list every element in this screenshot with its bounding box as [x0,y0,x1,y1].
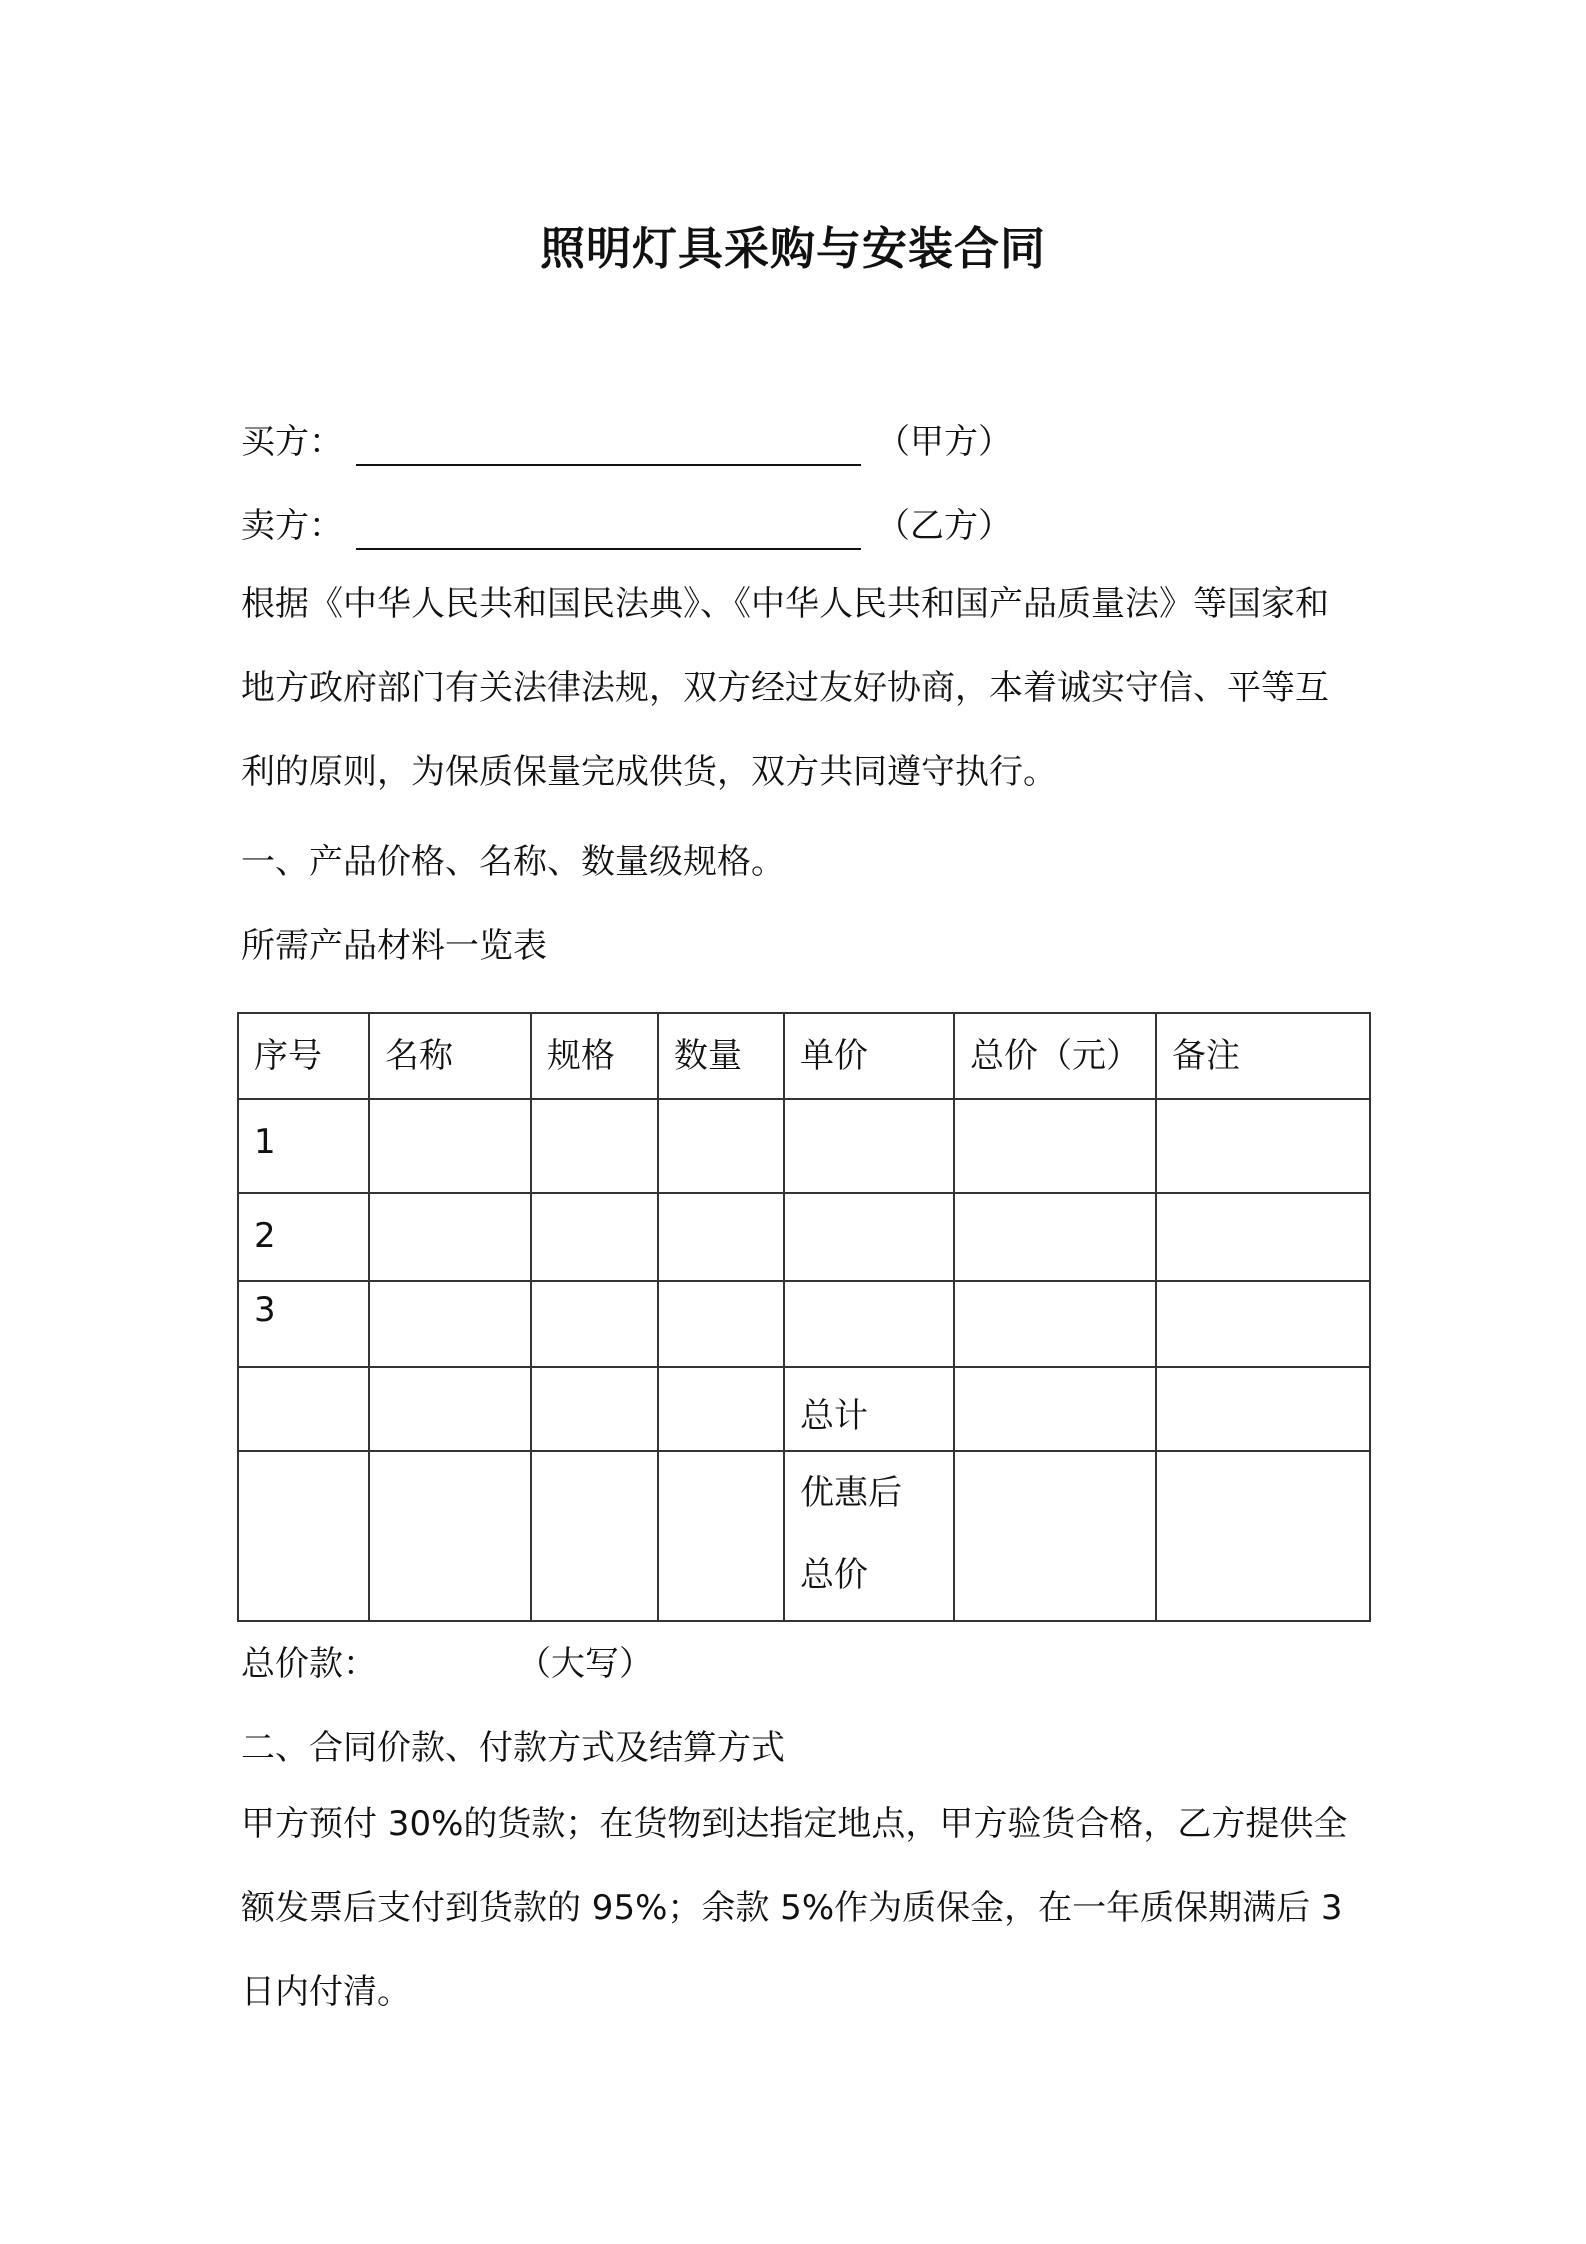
table-cell: 1 [238,1099,369,1193]
table-cell: 3 [238,1281,369,1367]
table-cell[interactable] [784,1193,954,1281]
table-cell[interactable] [1156,1367,1370,1451]
seller-blank-line[interactable] [356,546,861,550]
table-discount-row [238,1451,1370,1621]
table-cell [658,1451,784,1621]
header-cell: 数量 [658,1013,784,1099]
document-title: 照明灯具采购与安装合同 [539,222,1046,275]
table-cell[interactable] [784,1281,954,1367]
table-cell[interactable] [658,1099,784,1193]
total-price-capital-label: （大写） [517,1644,653,1684]
table-cell [369,1451,531,1621]
table-cell [531,1367,658,1451]
total-price-label: 总价款： [241,1644,377,1684]
table-cell [369,1367,531,1451]
header-cell: 规格 [531,1013,658,1099]
section1-heading: 一、产品价格、名称、数量级规格。 [241,842,785,882]
table-cell[interactable] [954,1099,1156,1193]
header-cell: 备注 [1156,1013,1370,1099]
table-cell[interactable] [1156,1451,1370,1621]
discount-label-line1: 优惠后 [800,1473,902,1513]
table-header-row [238,1013,1370,1099]
discount-label-line2: 总价 [800,1555,868,1595]
table-cell[interactable] [369,1281,531,1367]
section2-heading: 二、合同价款、付款方式及结算方式 [241,1728,785,1768]
table-row [238,1281,1370,1367]
table-cell[interactable] [531,1193,658,1281]
table-cell[interactable] [1156,1099,1370,1193]
table-cell[interactable] [369,1193,531,1281]
table-caption: 所需产品材料一览表 [241,926,547,966]
table-cell[interactable] [1156,1281,1370,1367]
table-cell[interactable] [1156,1193,1370,1281]
header-cell: 名称 [369,1013,531,1099]
total-label-cell: 总计 [784,1367,954,1451]
buyer-blank-line[interactable] [356,462,861,466]
table-cell [238,1451,369,1621]
buyer-label: 买方： [241,422,343,462]
header-cell: 总价（元） [954,1013,1156,1099]
table-cell[interactable] [954,1281,1156,1367]
header-cell: 单价 [784,1013,954,1099]
table-cell[interactable] [784,1099,954,1193]
table-row [238,1193,1370,1281]
table-cell [658,1367,784,1451]
table-cell[interactable] [658,1193,784,1281]
table-cell[interactable] [658,1281,784,1367]
table-cell: 2 [238,1193,369,1281]
header-cell: 序号 [238,1013,369,1099]
intro-paragraph: 根据《中华人民共和国民法典》、《中华人民共和国产品质量法》等国家和地方政府部门有关法律法规，双方经过友好协商，本着诚实守信、平等互利的原则，为保质保量完成供货，双方共同遵守执行。 [241,584,1329,792]
payment-terms-paragraph: 甲方预付 30%的货款；在货物到达指定地点，甲方验货合格，乙方提供全额发票后支付到货款的 95%；余款 5%作为质保金，在一年质保期满后 3 日内付清。 [241,1804,1348,2012]
table-cell[interactable] [954,1193,1156,1281]
table-cell [238,1367,369,1451]
discount-total-label-cell [784,1451,954,1621]
product-table [237,1012,1371,1622]
table-cell [531,1451,658,1621]
buyer-role: （甲方） [876,422,1012,462]
table-cell[interactable] [531,1099,658,1193]
table-total-row [238,1367,1370,1451]
discount-total-value-cell[interactable] [954,1451,1156,1621]
seller-role: （乙方） [876,506,1012,546]
table-row [238,1099,1370,1193]
table-cell[interactable] [531,1281,658,1367]
seller-label: 卖方： [241,506,343,546]
table-cell[interactable] [369,1099,531,1193]
total-value-cell[interactable] [954,1367,1156,1451]
